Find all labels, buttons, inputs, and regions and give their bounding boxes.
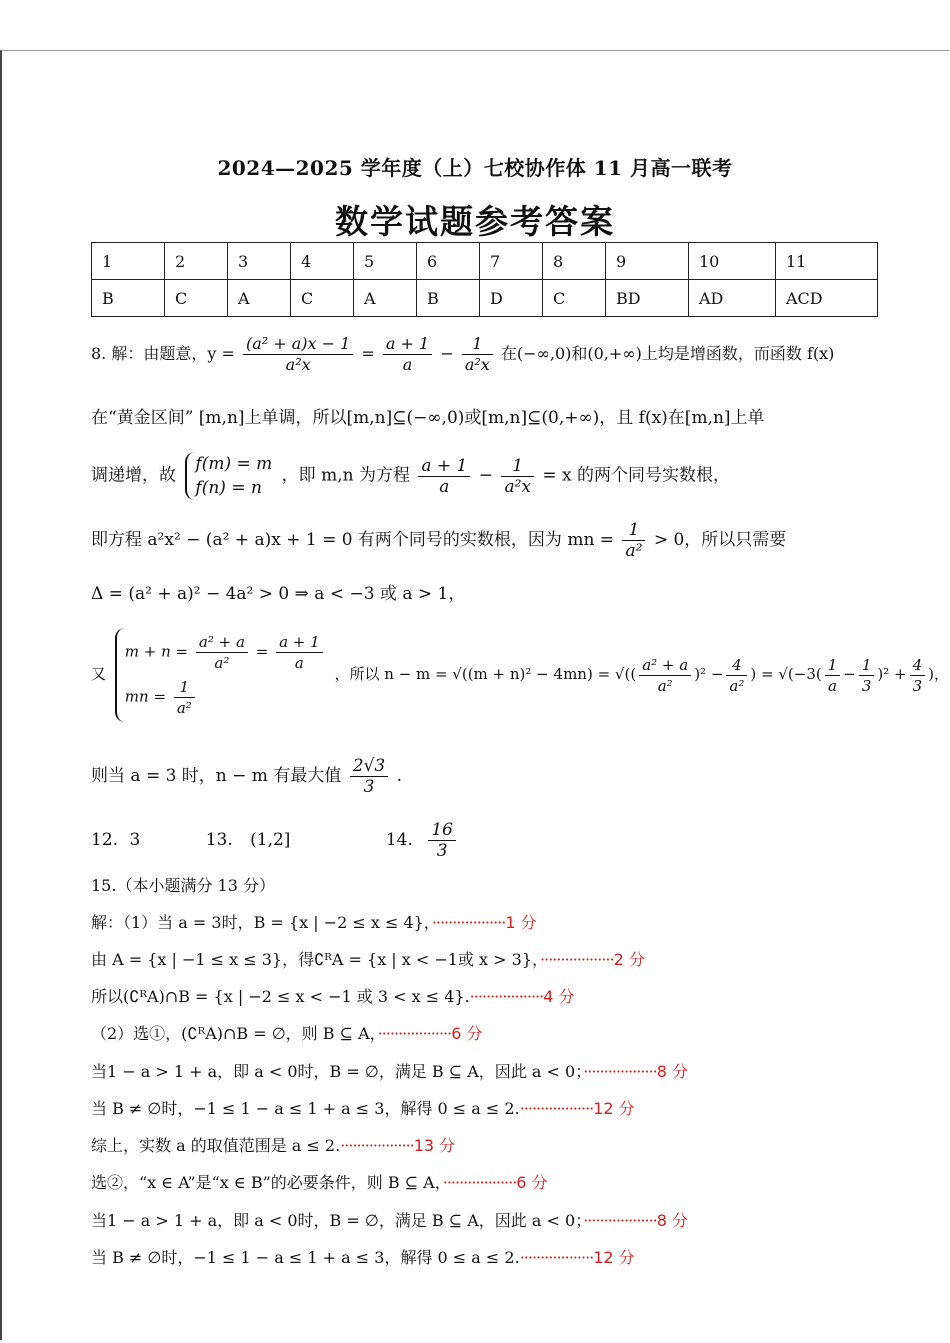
fraction: $\frac{1}{a}$ [825,655,841,696]
q15-heading: 15.（本小题满分 13 分） [91,876,275,895]
fraction: $\frac{4}{3}$ [910,655,926,696]
q15-row: 当1 − a > 1 + a，即 a < 0时，B = ∅，满足 B ⊆ A，因此 a < 0；··················8 分 [91,1211,689,1230]
equation-system: f(m) = m f(n) = n [185,452,272,500]
table-cell: D [480,280,543,317]
table-cell: A [228,280,291,317]
fraction: $\frac{\text{a² + a}}{\text{a²}}$ [639,655,691,696]
table-cell: 11 [776,243,878,280]
table-cell: C [291,280,354,317]
answer-table [91,242,878,317]
q8-line-6: 又 m + n = $\frac{\text{a² + a}}{\text{a²}}$ = $\frac{a + 1}{a}$ mn = $\frac{1}{\text{a²}}$ ，所以 n − m = √((m + n)² − 4mn) = √(( $\frac{\text{a² + a}}{\text{a²}}$ )² − $\frac{4}{\text{a²}}$ ) = √(−3( $\frac{1}{a}$ − $\frac{1}{3}$ )² + $\frac{4}{3}$ )， [91,628,881,722]
q15-row: 所以(∁ᴿA)∩B = {x | −2 ≤ x < −1 或 3 < x ≤ 4}.··················4 分 [91,987,575,1006]
q15-row: （2）选①，(∁ᴿA)∩B = ∅，则 B ⊆ A，··················6 分 [91,1024,483,1043]
fraction: $\frac{2√3}{3}$ [350,756,388,797]
q8-line-5: Δ = (a² + a)² − 4a² > 0 ⇒ a < −3 或 a > 1， [91,584,466,604]
table-cell: 8 [543,243,606,280]
q8-line-4: 即方程 a²x² − (a² + a)x + 1 = 0 有两个同号的实数根，因为 mn = $\frac{1}{\text{a²}}$ > 0，所以只需要 [91,520,787,561]
answer-table-answer-row [92,280,878,317]
fraction: $\frac{a + 1}{a}$ [418,456,470,497]
table-cell: A [354,280,417,317]
q15-row: 选②，“x ∈ A”是“x ∈ B”的必要条件，则 B ⊆ A，··················6 分 [91,1173,548,1192]
table-cell: 6 [417,243,480,280]
table-cell: C [165,280,228,317]
fraction: $\frac{4}{\text{a²}}$ [726,655,747,696]
fraction: $\frac{1}{3}$ [859,655,875,696]
table-cell: 3 [228,243,291,280]
fraction: $\frac{1}{\text{a²}}$ [622,520,645,561]
fraction: $\frac{a + 1}{a}$ [383,334,432,375]
fraction: $\frac{1}{\text{a²x}}$ [462,334,493,375]
exam-title: 2024—2025 学年度（上）七校协作体 11 月高一联考 [217,156,733,180]
table-cell: B [92,280,165,317]
table-cell: 2 [165,243,228,280]
table-cell: 10 [689,243,776,280]
table-cell: B [417,280,480,317]
q15-row: 当1 − a > 1 + a，即 a < 0时，B = ∅，满足 B ⊆ A，因此 a < 0；··················8 分 [91,1062,689,1081]
table-cell: 5 [354,243,417,280]
fill-blank-answers: 12. 3 13. (1,2] 14. $\frac{16}{3}$ [91,820,881,861]
answer-table-number-row [92,243,878,280]
equation-system: m + n = $\frac{\text{a² + a}}{\text{a²}}$ = $\frac{a + 1}{a}$ mn = $\frac{1}{\text{a²}}$ [115,628,326,722]
q15-row: 由 A = {x | −1 ≤ x ≤ 3}，得∁ᴿA = {x | x < −1或 x > 3}，··················2 分 [91,950,645,969]
q8-line-1: 8. 解：由题意，y = $\frac{\text{(a² + a)x − 1}}{\text{a²x}}$ = $\frac{a + 1}{a}$ − $\frac{1}{\text{a²x}}$ 在(−∞,0)和(0,+∞)上均是增函数，而函数 f(x) [91,334,835,374]
q8-line-2: 在“黄金区间” [m,n]上单调，所以[m,n]⊆(−∞,0)或[m,n]⊆(0,+∞)，且 f(x)在[m,n]上单 [91,408,765,428]
fraction: $\frac{16}{3}$ [428,820,456,861]
table-cell: 4 [291,243,354,280]
q15-row: 当 B ≠ ∅时，−1 ≤ 1 − a ≤ 1 + a ≤ 3，解得 0 ≤ a ≤ 2.··················12 分 [91,1099,635,1118]
q15-row: 解：（1）当 a = 3时，B = {x | −2 ≤ x ≤ 4}，··················1 分 [91,913,537,932]
fraction: $\frac{1}{\text{a²x}}$ [501,456,534,497]
table-cell: BD [606,280,689,317]
table-cell: ACD [776,280,878,317]
q8-line-3: 调递增，故 f(m) = m f(n) = n ，即 m,n 为方程 $\frac{a + 1}{a}$ − $\frac{1}{\text{a²x}}$ = x 的两个同号实数根， [91,454,731,498]
table-cell: C [543,280,606,317]
page-title: 数学试题参考答案 [335,202,615,241]
table-cell: 7 [480,243,543,280]
q15-row: 综上，实数 a 的取值范围是 a ≤ 2.··················13 分 [91,1136,456,1155]
fraction: $\frac{\text{(a² + a)x − 1}}{\text{a²x}}$ [243,334,353,375]
q8-line-7: 则当 a = 3 时，n − m 有最大值 $\frac{2√3}{3}$ . [91,756,403,797]
table-cell: AD [689,280,776,317]
table-cell: 9 [606,243,689,280]
table-cell: 1 [92,243,165,280]
q15-row: 当 B ≠ ∅时，−1 ≤ 1 − a ≤ 1 + a ≤ 3，解得 0 ≤ a ≤ 2.··················12 分 [91,1248,635,1267]
